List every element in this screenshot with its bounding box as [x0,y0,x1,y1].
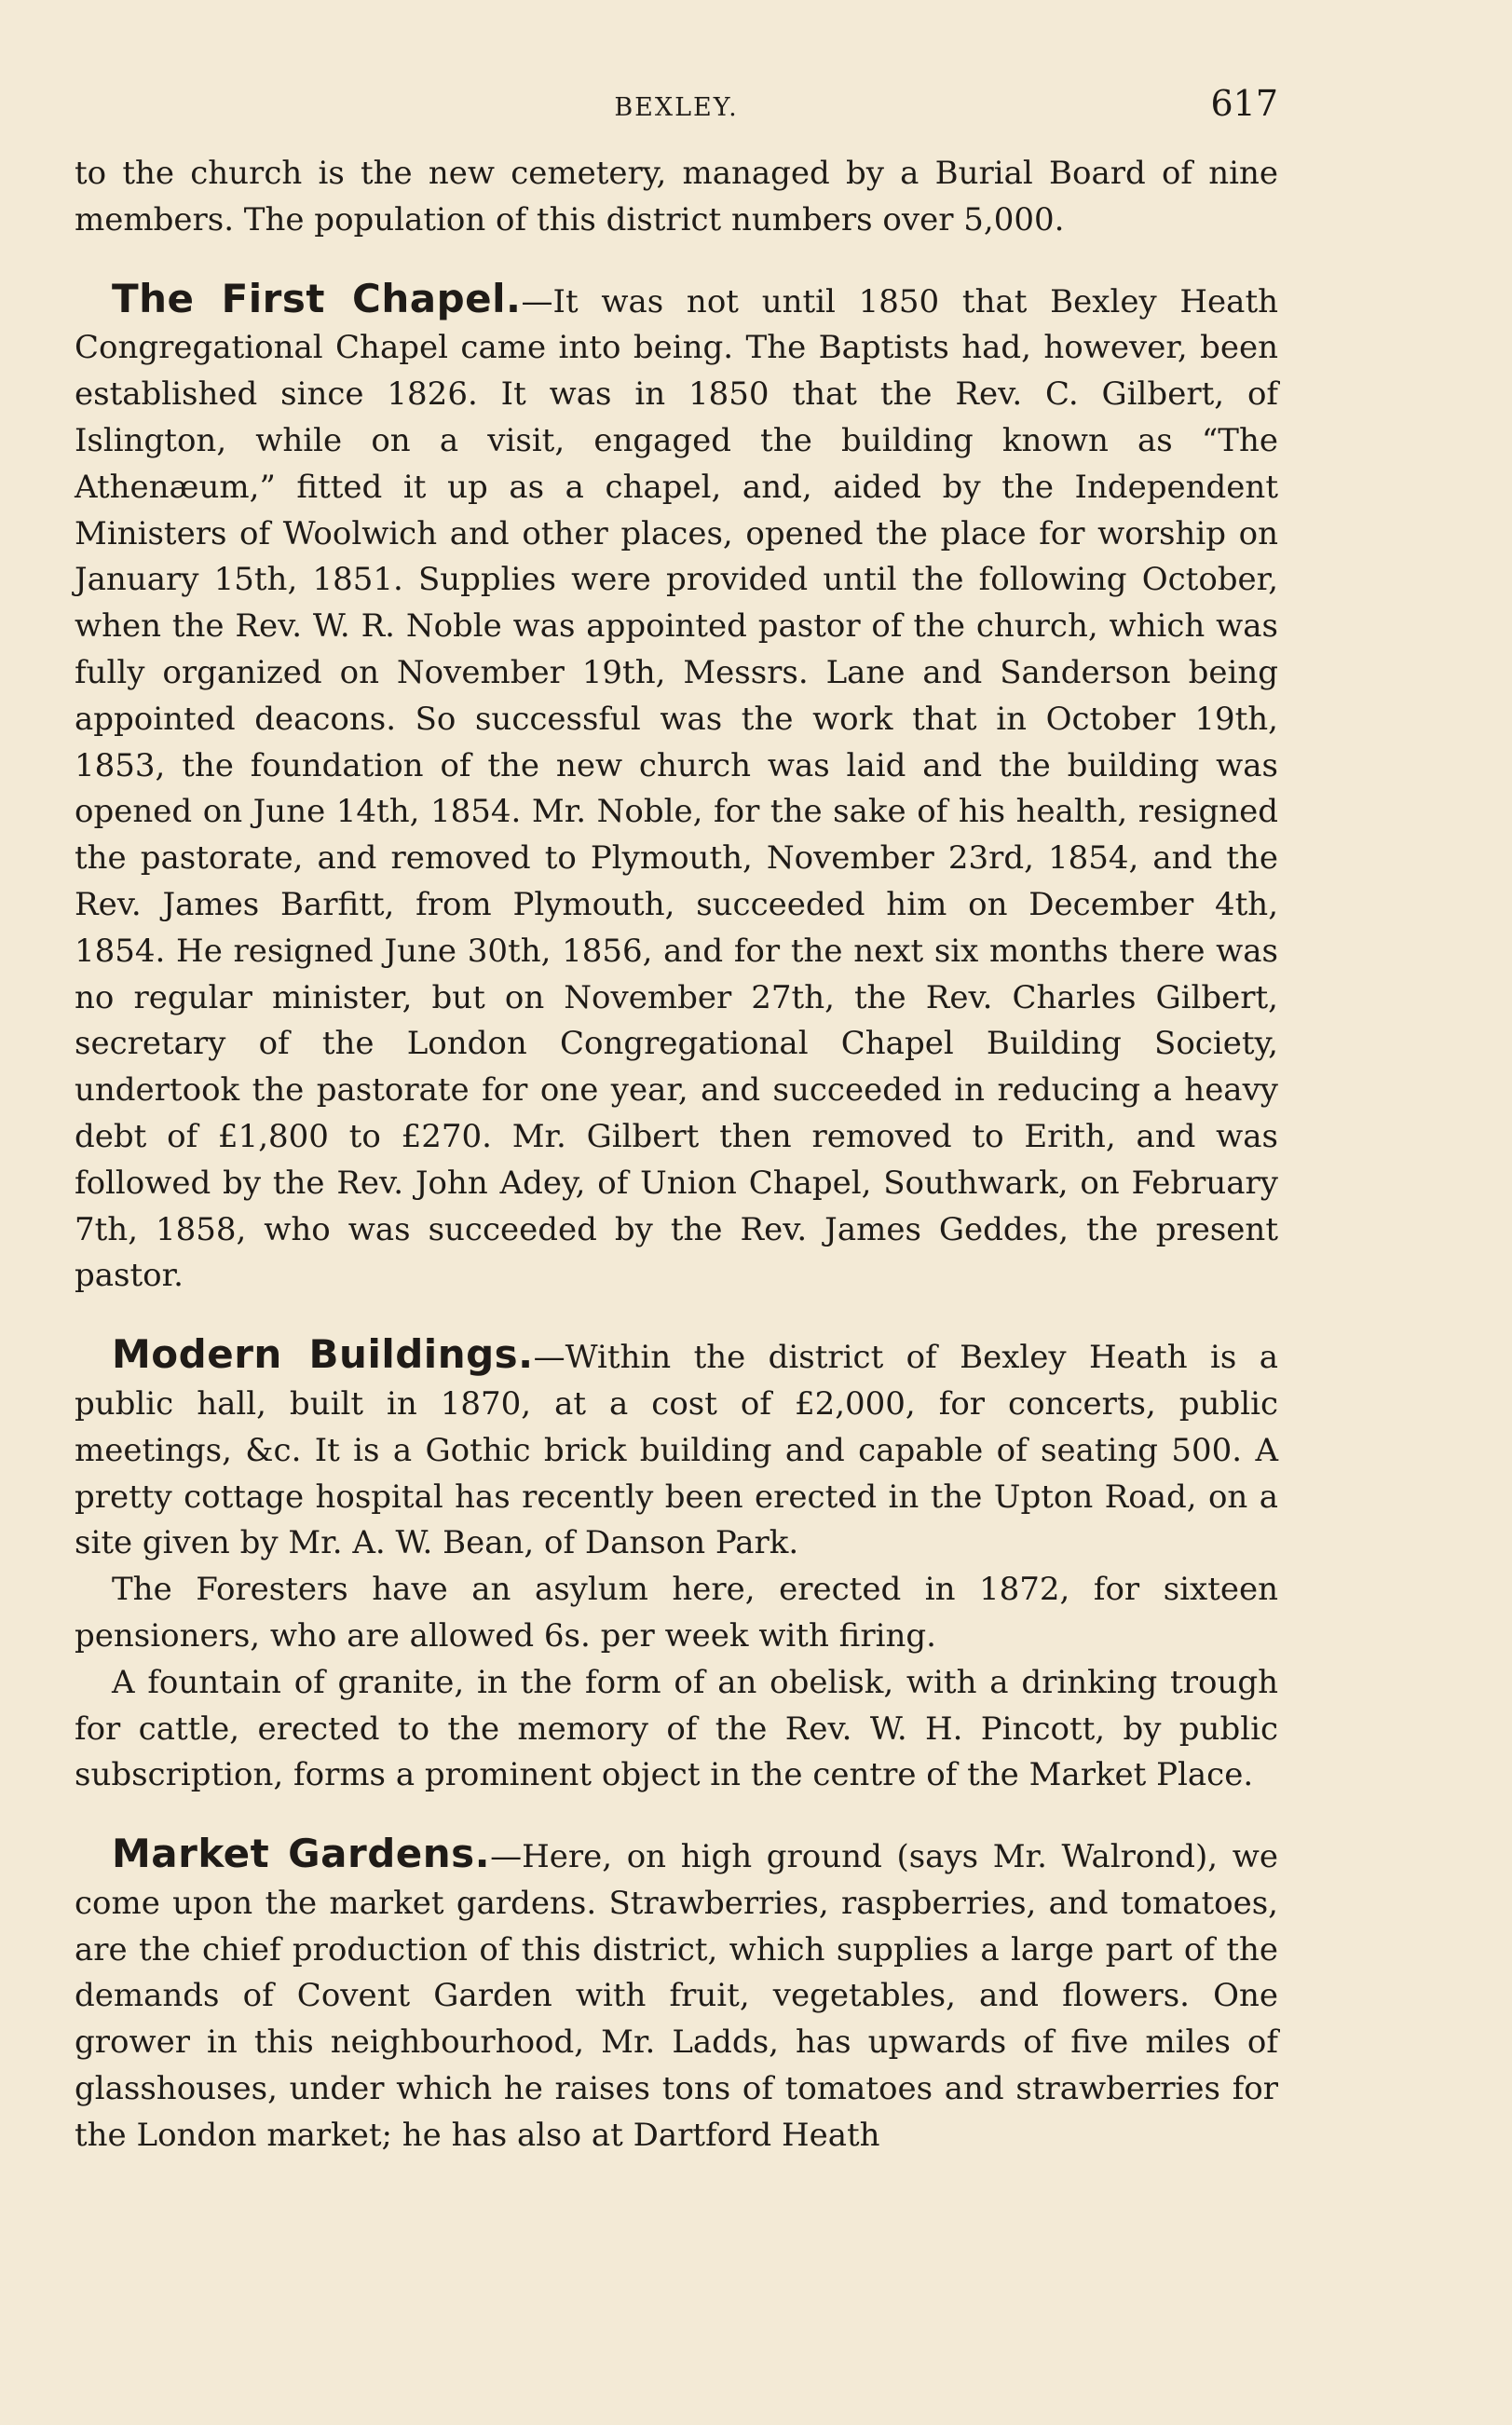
foresters-paragraph [75,1567,1278,1660]
fountain-text: A fountain of granite, in the form of an obelisk, with a drinking trough for cattle, erected to the memory of the Rev. W. H. Pincott, by public subscription, forms a prominent object in the centre of the Market Place. [75,1663,1278,1794]
first-chapel-text: —It was not until 1850 that Bexley Heath Congregational Chapel came into being. The Baptists had, however, been established since 1826. It was in 1850 that the Rev. C. Gilbert, of Islington, while on a visit, engaged the building known as “The Athenæum,” fitted it up as a chapel, and, aided by the Independent Ministers of Woolwich and other places, opened the place for worship on January 15th, 1851. Supplies were provided until the following October, when the Rev. W. R. Noble was appointed pastor of the church, which was fully organized on November 19th, Messrs. Lane and Sanderson being appointed deacons. So successful was the work that in October 19th, 1853, the foundation of the new church was laid and the building was opened on June 14th, 1854. Mr. Noble, for the sake of his health, resigned the pastorate, and removed to Plymouth, November 23rd, 1854, and the Rev. James Barfitt, from Plymouth, succeeded him on December 4th, 1854. He resigned June 30th, 1856, and for the next six months there was no regular minister, but on November 27th, the Rev. Charles Gilbert, secretary of the London Congregational Chapel Building Society, undertook the pastorate for one year, and succeeded in reducing a heavy debt of £1,800 to £270. Mr. Gilbert then removed to Erith, and was followed by the Rev. John Adey, of Union Chapel, Southwark, on February 7th, 1858, who was succeeded by the Rev. James Geddes, the present pastor. [75,282,1279,1295]
fountain-paragraph [75,1660,1278,1799]
running-head [75,83,1278,151]
market-gardens-heading: Market Gardens. [112,1831,491,1877]
market-gardens-text: —Here, on high ground (says Mr. Walrond), we come upon the market gardens. Strawberries, raspberries, and tomatoes, are the chief production of this district, which supplies a large part of the demands of Covent Garden with fruit, vegetables, and flowers. One grower in this neighbourhood, Mr. Ladds, has upwards of five miles of glasshouses, under which he raises tons of tomatoes and strawberries for the London market; he has also at Dartford Heath [75,1838,1278,2154]
first-chapel-heading: The First Chapel. [112,275,522,321]
first-chapel-paragraph [75,276,1278,1301]
page-number: 617 [1210,83,1278,124]
foresters-text: The Foresters have an asylum here, erected in 1872, for sixteen pensioners, who are allowed 6s. per week with firing. [75,1571,1278,1655]
intro-paragraph [75,151,1278,244]
book-page [75,83,1279,2159]
modern-buildings-text: —Within the district of Bexley Heath is a public hall, built in 1870, at a cost of £2,000, for concerts, public meetings, &c. It is a Gothic brick building and capable of seating 500. A pretty cottage hospital has recently been erected in the Upton Road, on a site given by Mr. A. W. Bean, of Danson Park. [75,1339,1278,1562]
modern-buildings-paragraph [75,1331,1278,1567]
intro-text: to the church is the new cemetery, managed by a Burial Board of nine members. The population of this district numbers over 5,000. [75,155,1278,238]
running-title: BEXLEY. [614,93,739,122]
market-gardens-paragraph [75,1831,1278,2159]
modern-buildings-heading: Modern Buildings. [112,1331,534,1378]
